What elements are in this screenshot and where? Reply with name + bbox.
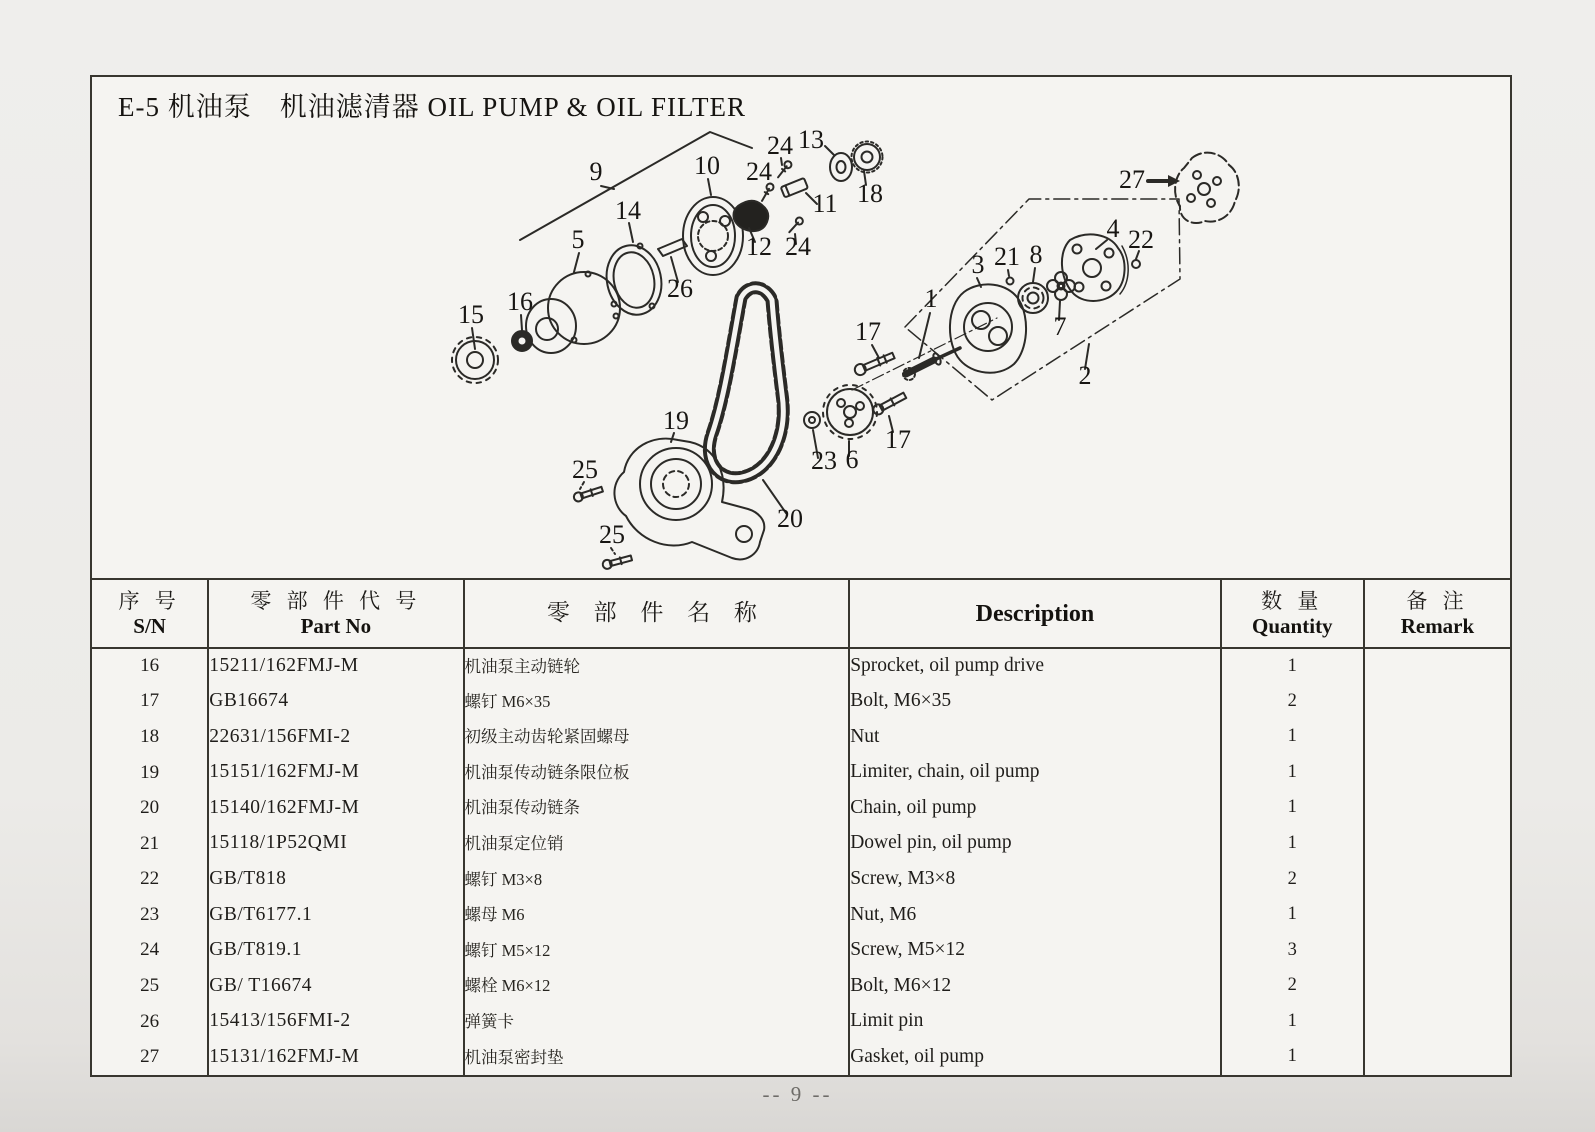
cell-quantity: 2 [1221,968,1364,1004]
header-part-name-cn: 零 部 件 名 称 [546,600,766,626]
header-description [849,579,1221,648]
diagram-callout-8: 8 [1029,240,1043,269]
cell-description: Dowel pin, oil pump [849,826,1221,862]
cell-quantity: 1 [1221,826,1364,862]
cell-remark [1364,684,1510,720]
diagram-callout-25: 25 [599,520,625,549]
cell-quantity: 1 [1221,790,1364,826]
diagram-callout-24: 24 [767,131,793,160]
cell-description: Nut, M6 [849,897,1221,933]
header-quantity [1221,579,1364,648]
diagram-callout-24: 24 [746,157,772,186]
cell-name-cn: 机油泵密封垫 [464,1039,850,1075]
parts-table [92,578,1510,1075]
cell-description: Bolt, M6×35 [849,684,1221,720]
cell-remark [1364,1039,1510,1075]
cell-remark [1364,719,1510,755]
table-row [92,1004,1510,1040]
cell-sn: 23 [92,897,208,933]
cell-part-no: GB/T818 [208,861,463,897]
header-part-no-cn: 零 部 件 代 号 [250,589,422,614]
table-row [92,933,1510,969]
cell-description: Screw, M5×12 [849,933,1221,969]
page-title: E-5 机油泵 机油滤清器 OIL PUMP & OIL FILTER [118,92,746,122]
cell-part-no: 22631/156FMI-2 [208,719,463,755]
header-remark-cn: 备 注 [1406,589,1469,614]
diagram-line-art [452,132,1239,570]
parts-table-header [92,579,1510,648]
header-part-no [208,579,463,648]
cell-sn: 21 [92,826,208,862]
cell-quantity: 1 [1221,719,1364,755]
cell-quantity: 1 [1221,897,1364,933]
cell-sn: 26 [92,1004,208,1040]
cell-sn: 16 [92,648,208,684]
diagram-callout-10: 10 [694,151,720,180]
cell-quantity: 1 [1221,1004,1364,1040]
cell-part-no: GB/ T16674 [208,968,463,1004]
cell-name-cn: 弹簧卡 [464,1004,850,1040]
diagram-callout-3: 3 [971,250,985,279]
diagram-callout-27: 27 [1119,165,1145,194]
cell-remark [1364,933,1510,969]
exploded-diagram [92,122,1510,576]
diagram-callout-4: 4 [1106,214,1120,243]
diagram-callout-2: 2 [1078,361,1092,390]
cell-sn: 20 [92,790,208,826]
diagram-callout-16: 16 [507,287,533,316]
cell-part-no: 15151/162FMJ-M [208,755,463,791]
diagram-callout-13: 13 [798,125,824,154]
diagram-callout-14: 14 [615,196,641,225]
cell-part-no: 15118/1P52QMI [208,826,463,862]
diagram-callout-5: 5 [571,225,585,254]
diagram-callout-17: 17 [855,317,881,346]
cell-description: Screw, M3×8 [849,861,1221,897]
diagram-callout-9: 9 [589,157,603,186]
cell-remark [1364,1004,1510,1040]
cell-part-no: GB16674 [208,684,463,720]
cell-name-cn: 螺钉 M3×8 [464,861,850,897]
cell-remark [1364,826,1510,862]
table-row [92,755,1510,791]
diagram-callout-17: 17 [885,425,911,454]
cell-part-no: 15413/156FMI-2 [208,1004,463,1040]
table-row [92,861,1510,897]
cell-part-no: GB/T819.1 [208,933,463,969]
diagram-callout-20: 20 [777,504,803,533]
header-part-no-en: Part No [300,613,372,638]
diagram-callout-7: 7 [1053,312,1067,341]
cell-name-cn: 机油泵主动链轮 [464,648,850,684]
cell-name-cn: 螺栓 M6×12 [464,968,850,1004]
diagram-callout-23: 23 [811,446,837,475]
cell-quantity: 1 [1221,1039,1364,1075]
table-row [92,826,1510,862]
parts-table-body [92,648,1510,1075]
cell-sn: 25 [92,968,208,1004]
cell-name-cn: 初级主动齿轮紧固螺母 [464,719,850,755]
header-quantity-en: Quantity [1252,613,1333,638]
cell-sn: 27 [92,1039,208,1075]
cell-description: Limiter, chain, oil pump [849,755,1221,791]
diagram-callout-26: 26 [667,274,693,303]
cell-quantity: 1 [1221,755,1364,791]
table-row [92,684,1510,720]
diagram-callout-19: 19 [663,406,689,435]
cell-part-no: GB/T6177.1 [208,897,463,933]
cell-part-no: 15211/162FMJ-M [208,648,463,684]
cell-sn: 18 [92,719,208,755]
cell-quantity: 2 [1221,684,1364,720]
cell-remark [1364,790,1510,826]
cell-name-cn: 螺母 M6 [464,897,850,933]
cell-part-no: 15140/162FMJ-M [208,790,463,826]
table-row [92,790,1510,826]
header-description-en: Description [975,600,1095,627]
diagram-callout-1: 1 [924,284,938,313]
cell-description: Gasket, oil pump [849,1039,1221,1075]
table-row [92,1039,1510,1075]
diagram-callout-18: 18 [857,179,883,208]
cell-name-cn: 机油泵传动链条 [464,790,850,826]
header-remark [1364,579,1510,648]
cell-quantity: 2 [1221,861,1364,897]
cell-quantity: 3 [1221,933,1364,969]
header-quantity-cn: 数 量 [1261,589,1324,614]
diagram-callout-24: 24 [785,232,811,261]
cell-part-no: 15131/162FMJ-M [208,1039,463,1075]
cell-remark [1364,755,1510,791]
cell-remark [1364,648,1510,684]
header-part-name [464,579,850,648]
diagram-callout-22: 22 [1128,225,1154,254]
cell-sn: 24 [92,933,208,969]
page-number: -- 9 -- [762,1082,833,1106]
cell-sn: 19 [92,755,208,791]
content-frame [90,75,1512,1077]
table-row [92,897,1510,933]
diagram-callout-6: 6 [845,445,859,474]
cell-description: Sprocket, oil pump drive [849,648,1221,684]
cell-name-cn: 机油泵定位销 [464,826,850,862]
diagram-callout-12: 12 [746,232,772,261]
cell-sn: 22 [92,861,208,897]
diagram-callout-25: 25 [572,455,598,484]
cell-description: Bolt, M6×12 [849,968,1221,1004]
table-row [92,648,1510,684]
header-remark-en: Remark [1400,613,1475,638]
cell-sn: 17 [92,684,208,720]
table-row [92,719,1510,755]
cell-description: Chain, oil pump [849,790,1221,826]
cell-remark [1364,897,1510,933]
cell-remark [1364,861,1510,897]
cell-description: Limit pin [849,1004,1221,1040]
header-sn-cn: 序 号 [118,589,181,614]
header-sn-en: S/N [133,613,166,638]
cell-name-cn: 螺钉 M5×12 [464,933,850,969]
diagram-callout-21: 21 [994,242,1020,271]
table-row [92,968,1510,1004]
cell-name-cn: 螺钉 M6×35 [464,684,850,720]
cell-remark [1364,968,1510,1004]
header-sn [92,579,208,648]
diagram-callout-15: 15 [458,300,484,329]
cell-name-cn: 机油泵传动链条限位板 [464,755,850,791]
cell-description: Nut [849,719,1221,755]
diagram-callout-11: 11 [812,189,838,218]
cell-quantity: 1 [1221,648,1364,684]
